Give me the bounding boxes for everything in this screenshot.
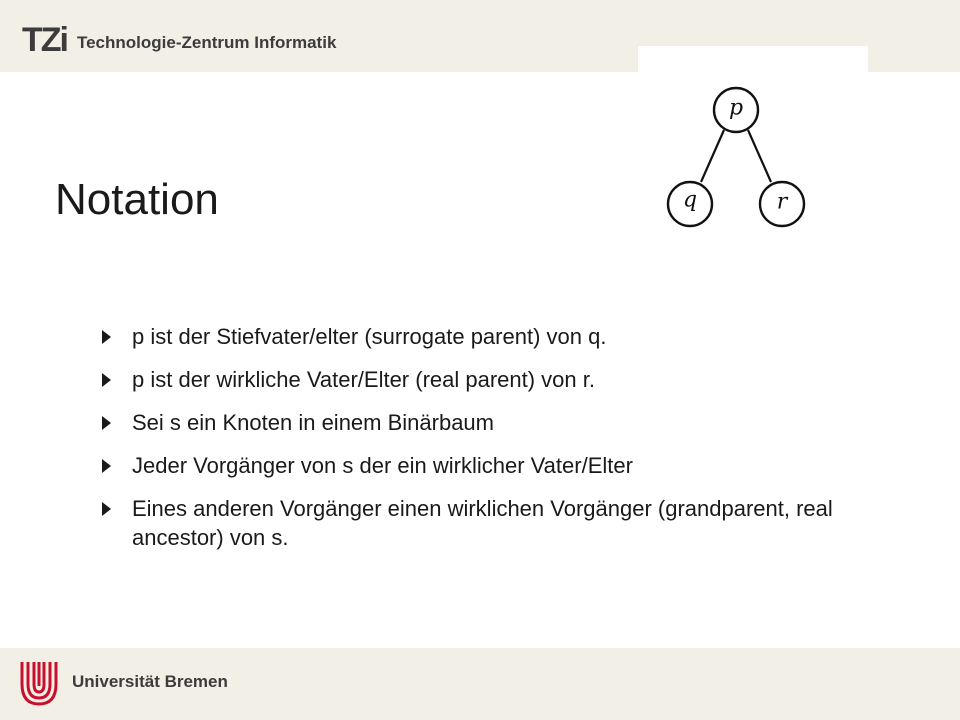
- tree-diagram: [638, 46, 868, 246]
- university-emblem-icon: [18, 654, 60, 710]
- triangle-bullet-icon: [102, 502, 111, 516]
- bullet-text: p ist der wirkliche Vater/Elter (real parent) von r.: [132, 367, 595, 392]
- bullet-item: [98, 494, 858, 552]
- university-logo: [18, 654, 228, 710]
- university-name: Universität Bremen: [72, 672, 228, 691]
- triangle-bullet-icon: [102, 459, 111, 473]
- bullet-item: [98, 322, 858, 351]
- bullet-text: p ist der Stiefvater/elter (surrogate parent) von q.: [132, 324, 607, 349]
- bullet-text: Sei s ein Knoten in einem Binärbaum: [132, 410, 494, 435]
- tzi-logo: [22, 20, 336, 60]
- edge-p-q: [701, 130, 724, 182]
- triangle-bullet-icon: [102, 373, 111, 387]
- edge-p-r: [748, 130, 771, 182]
- triangle-bullet-icon: [102, 330, 111, 344]
- tzi-logo-mark: TZi: [22, 21, 67, 59]
- bullet-text: Jeder Vorgänger von s der ein wirklicher Vater/Elter: [132, 453, 633, 478]
- bullet-item: [98, 451, 858, 480]
- triangle-bullet-icon: [102, 416, 111, 430]
- bullet-list: [98, 322, 858, 566]
- footer-bar: [0, 648, 960, 720]
- node-p-label: p: [728, 95, 744, 121]
- bullet-text: Eines anderen Vorgänger einen wirklichen Vorgänger (grandparent, real ancestor) von s.: [132, 496, 833, 550]
- node-r-label: r: [776, 189, 788, 215]
- tzi-logo-text: Technologie-Zentrum Informatik: [76, 33, 337, 52]
- tree-diagram-svg: [638, 46, 868, 246]
- node-q-label: q: [682, 187, 698, 213]
- bullet-item: [98, 408, 858, 437]
- bullet-item: [98, 365, 858, 394]
- slide-title: Notation: [55, 175, 219, 224]
